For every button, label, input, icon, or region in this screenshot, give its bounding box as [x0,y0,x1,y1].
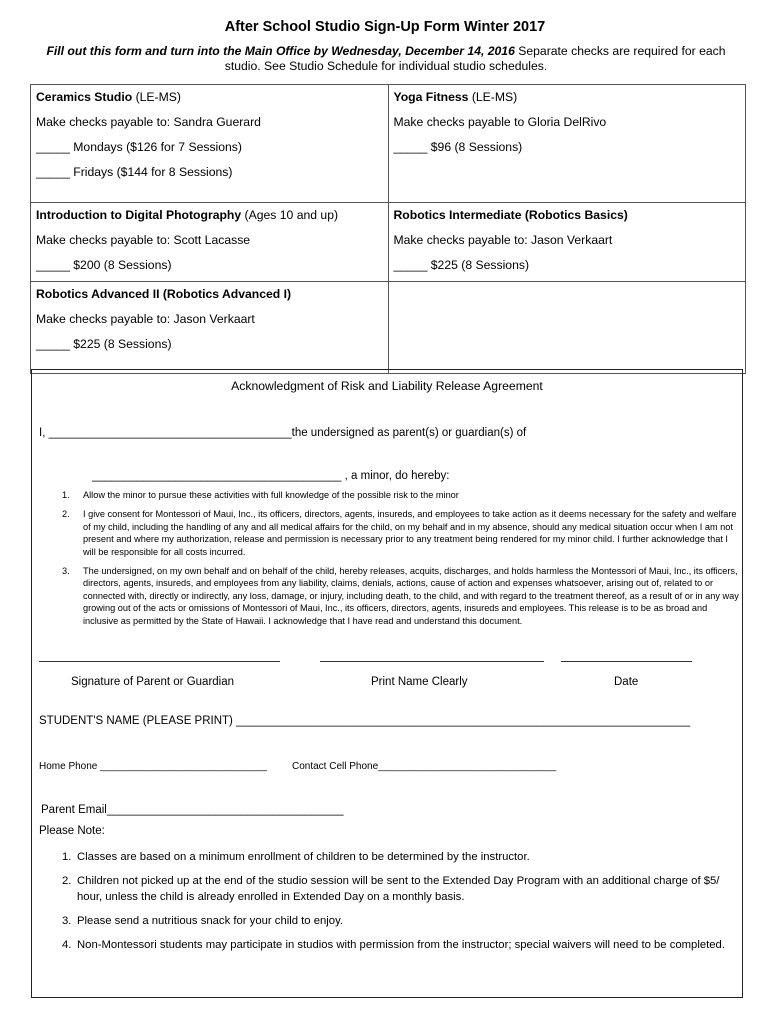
studio-payable: Make checks payable to: Jason Verkaart [393,233,613,247]
instructions-details: Separate checks are required for each studio. See Studio Schedule for individual studio schedules. [224,44,726,73]
release-term [54,508,740,558]
studio-option-fill[interactable]: _____ $225 (8 Sessions) [393,258,530,272]
term-text: I give consent for Montessori of Maui, Inc., its officers, directors, agents, insureds, and employees to take action as it deems necessary for the safety and welfare of my child, including the handling of any and all medical affairs for the child, on my behalf and in my absence, should any medical situation occur when I am not present and where my authorization, release and permission is necessary prior to any treatment being rendered for my minor child. I further acknowledge that I will be responsible for all costs incurred. [83,509,737,557]
parent-email-field[interactable]: Parent Email_____________________________________ [41,804,344,816]
please-note-heading: Please Note: [39,825,105,837]
term-text: The undersigned, on my own behalf and on behalf of the child, hereby releases, acquits, discharges, and holds harmless the Montessori of Maui, Inc., its officers, directors, agents, insureds, and employees from any liability, claims, denials, actions, cause of action and expenses whatsoever, arising out of, related to or connected with, directly or indirectly, any loss, damage, or injury, including death, to the child, and with regard to the treatment thereof, as a result of or in any way growing out of the acts or omissions of Montessori of Maui, Inc., its officers, directors, agents, insureds and employees. This release is to be as broad and inclusive as permitted by the State of Hawaii. I acknowledge that I have read and understand this document. [83,566,739,626]
note-item [62,849,738,865]
studio-cell-empty [388,282,746,374]
term-number: 1. [62,490,70,500]
studio-name: Ceramics Studio [36,90,133,104]
studio-payable: Make checks payable to Gloria DelRivo [393,115,607,129]
home-phone-field[interactable]: Home Phone ______________________________ [39,761,267,772]
form-instructions [30,44,742,74]
parent-signature-label: Signature of Parent or Guardian [71,676,235,688]
studio-payable: Make checks payable to: Scott Lacasse [36,233,251,247]
studio-cell-robotics-intermediate [388,203,746,282]
parent-name-field[interactable]: I, ______________________________________the undersigned as parent(s) or guardian(s) of [39,427,527,439]
studio-cell-ceramics [31,85,389,203]
release-term [54,565,740,627]
studio-payable: Make checks payable to: Jason Verkaart [36,312,255,326]
term-text: Allow the minor to pursue these activities with full knowledge of the possible risk to the minor [83,490,459,500]
note-number: 2. [62,875,72,887]
release-term [54,489,740,501]
form-title: After School Studio Sign-Up Form Winter 2017 [224,19,546,35]
note-item [62,937,738,953]
note-item [62,873,738,905]
date-line[interactable] [561,661,692,662]
studio-cell-robotics-advanced [31,282,389,374]
print-name-label: Print Name Clearly [371,676,468,688]
studio-cell-photography [31,203,389,282]
print-name-line[interactable] [320,661,544,662]
note-text: Classes are based on a minimum enrollment of children to be determined by the instructor. [77,851,530,863]
studio-name: Robotics Advanced II (Robotics Advanced I) [36,287,292,301]
term-number: 2. [62,509,70,520]
minor-name-field[interactable]: _______________________________________ , a minor, do hereby: [92,470,450,482]
studio-name: Yoga Fitness [393,90,469,104]
studio-option-fill[interactable]: _____ $225 (8 Sessions) [36,337,172,351]
note-text: Children not picked up at the end of the studio session will be sent to the Extended Day Program with an additional charge of $5/ hour, unless the child is already enrolled in Extended Day on a monthly basis. [77,875,720,903]
studio-option-fill[interactable]: _____ Mondays ($126 for 7 Sessions) [36,140,242,154]
studio-option-fill[interactable]: _____ $200 (8 Sessions) [36,258,172,272]
notes-list [62,849,738,961]
cell-phone-field[interactable]: Contact Cell Phone________________________________ [292,761,557,772]
studio-option-fill[interactable]: _____ $96 (8 Sessions) [393,140,523,154]
release-terms-list [54,489,740,634]
release-title: Acknowledgment of Risk and Liability Release Agreement [231,379,543,393]
release-agreement-box [31,369,743,998]
term-number: 3. [62,566,70,577]
studio-option-fill[interactable]: _____ Fridays ($144 for 8 Sessions) [36,165,233,179]
studio-options-table [30,84,746,374]
parent-signature-line[interactable] [39,661,280,662]
note-item [62,913,738,929]
note-number: 4. [62,939,72,951]
studio-note: (LE-MS) [468,90,518,104]
note-text: Please send a nutritious snack for your child to enjoy. [77,915,344,927]
date-label: Date [614,676,639,688]
studio-name: Introduction to Digital Photography [36,208,242,222]
studio-note: (Ages 10 and up) [241,208,339,222]
studio-cell-yoga [388,85,746,203]
instructions-deadline: Fill out this form and turn into the Main Office by Wednesday, December 14, 2016 [46,44,515,58]
studio-payable: Make checks payable to: Sandra Guerard [36,115,261,129]
note-number: 3. [62,915,72,927]
note-text: Non-Montessori students may participate in studios with permission from the instructor; special waivers will need to be completed. [77,939,725,951]
student-name-field[interactable]: STUDENT'S NAME (PLEASE PRINT) _______________________________________________________________________ [39,715,691,727]
studio-note: (LE-MS) [132,90,181,104]
note-number: 1. [62,851,72,863]
studio-name: Robotics Intermediate (Robotics Basics) [393,208,628,222]
